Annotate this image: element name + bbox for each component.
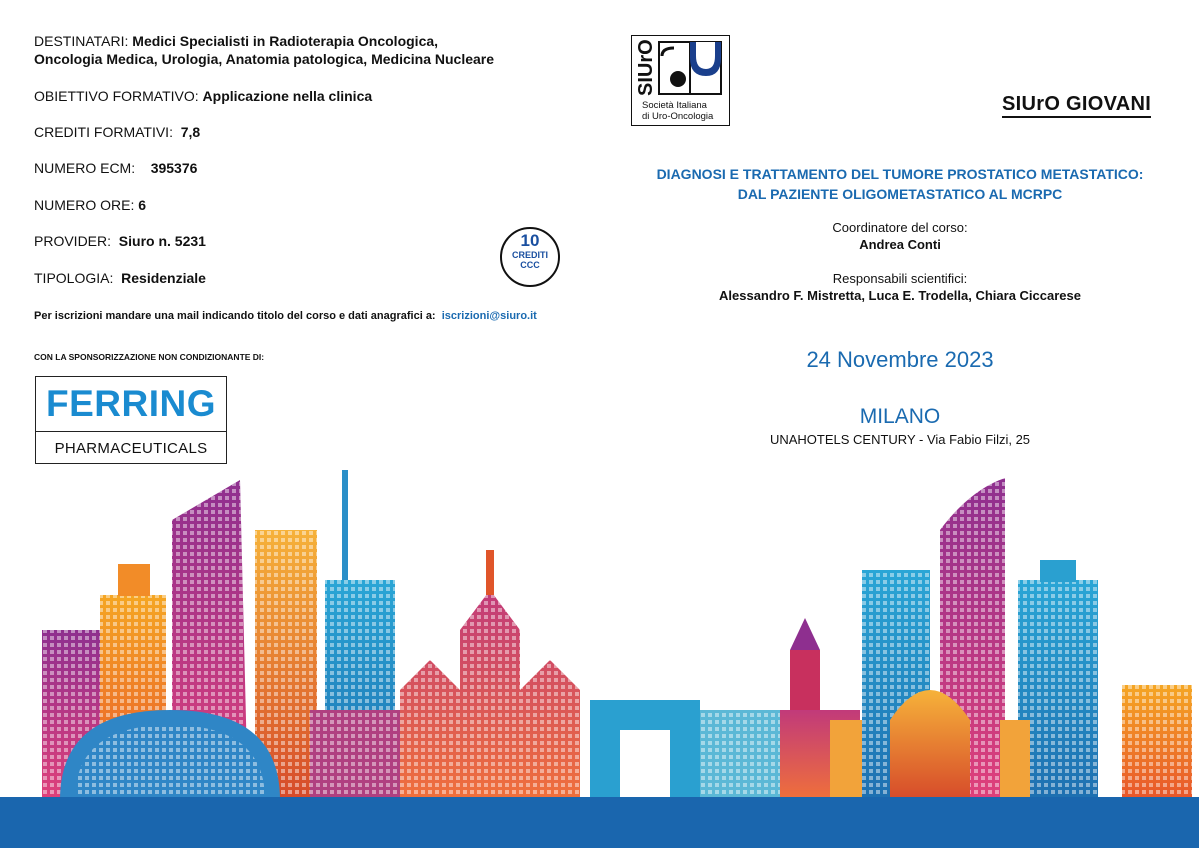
event-city: MILANO <box>859 405 941 428</box>
obiettivo-row <box>34 88 372 104</box>
provider-label: PROVIDER: <box>34 233 112 249</box>
credits-badge-line2: CCC <box>520 260 540 270</box>
registration-note <box>34 310 537 322</box>
event-date: 24 Novembre 2023 <box>806 347 994 372</box>
destinatari-label: DESTINATARI: <box>34 33 129 49</box>
obiettivo-value: Applicazione nella clinica <box>202 88 373 104</box>
provider-value: Siuro n. 5231 <box>118 233 206 249</box>
crediti-label: CREDITI FORMATIVI: <box>34 124 173 140</box>
ecm-value: 395376 <box>150 160 198 176</box>
siuro-acronym: SIUrO <box>635 39 657 96</box>
siuro-logo <box>631 35 730 126</box>
event-venue <box>600 431 1199 448</box>
siuro-dot-icon <box>670 71 686 87</box>
tipologia-value: Residenziale <box>121 270 206 286</box>
crediti-row <box>34 124 200 140</box>
coordinator-name: Andrea Conti <box>859 237 941 252</box>
venue-name: UNAHOTELS CENTURY <box>769 432 916 447</box>
credits-badge-line1: CREDITI <box>512 250 548 260</box>
registration-email-link[interactable]: iscrizioni@siuro.it <box>441 310 537 322</box>
milan-skyline-illustration <box>0 460 1199 800</box>
responsabili-names: Alessandro F. Mistretta, Luca E. Trodella, Chiara Ciccarese <box>719 288 1081 303</box>
destinatari-value: Medici Specialisti in Radioterapia Oncologica, <box>132 33 439 49</box>
coordinator-label: Coordinatore del corso: <box>832 220 968 235</box>
ore-label: NUMERO ORE: <box>34 197 135 213</box>
tipologia-label: TIPOLOGIA: <box>34 270 114 286</box>
credits-badge-number: 10 <box>520 231 540 250</box>
footer-band <box>0 797 1199 848</box>
venue-address: - Via Fabio Filzi, 25 <box>915 432 1031 447</box>
ferring-sub: PHARMACEUTICALS <box>36 431 226 464</box>
course-title-line1: DIAGNOSI E TRATTAMENTO DEL TUMORE PROSTATICO METASTATICO: <box>656 166 1144 182</box>
siuro-giovani-logo: SIUrO GIOVANI <box>1002 93 1151 118</box>
destinatari-row <box>34 33 438 49</box>
credits-badge <box>500 227 560 287</box>
course-title-line2: DAL PAZIENTE OLIGOMETASTATICO AL MCRPC <box>737 186 1063 202</box>
registration-text: Per iscrizioni mandare una mail indicando titolo del corso e dati anagrafici a: <box>34 310 436 322</box>
siuro-line2: di Uro-Oncologia <box>642 111 714 122</box>
ecm-row <box>34 160 197 176</box>
siuro-logo-graphic <box>632 36 728 124</box>
responsabili-block <box>600 270 1199 304</box>
ore-value: 6 <box>138 197 147 213</box>
provider-row <box>34 233 206 249</box>
ferring-name: FERRING <box>46 383 216 424</box>
obiettivo-label: OBIETTIVO FORMATIVO: <box>34 88 199 104</box>
sponsor-label: CON LA SPONSORIZZAZIONE NON CONDIZIONANTE DI: <box>34 352 265 362</box>
destinatari-row-2 <box>34 51 494 67</box>
responsabili-label: Responsabili scientifici: <box>832 271 968 286</box>
siuro-line1: Società Italiana <box>642 100 707 111</box>
tipologia-row <box>34 270 206 286</box>
destinatari-value-2: Oncologia Medica, Urologia, Anatomia patologica, Medicina Nucleare <box>34 51 495 67</box>
coordinator-block <box>600 219 1199 253</box>
crediti-value: 7,8 <box>180 124 201 140</box>
ecm-label: NUMERO ECM: <box>34 160 136 176</box>
ore-row <box>34 197 146 213</box>
course-title <box>600 164 1199 204</box>
ferring-logo <box>35 376 227 464</box>
